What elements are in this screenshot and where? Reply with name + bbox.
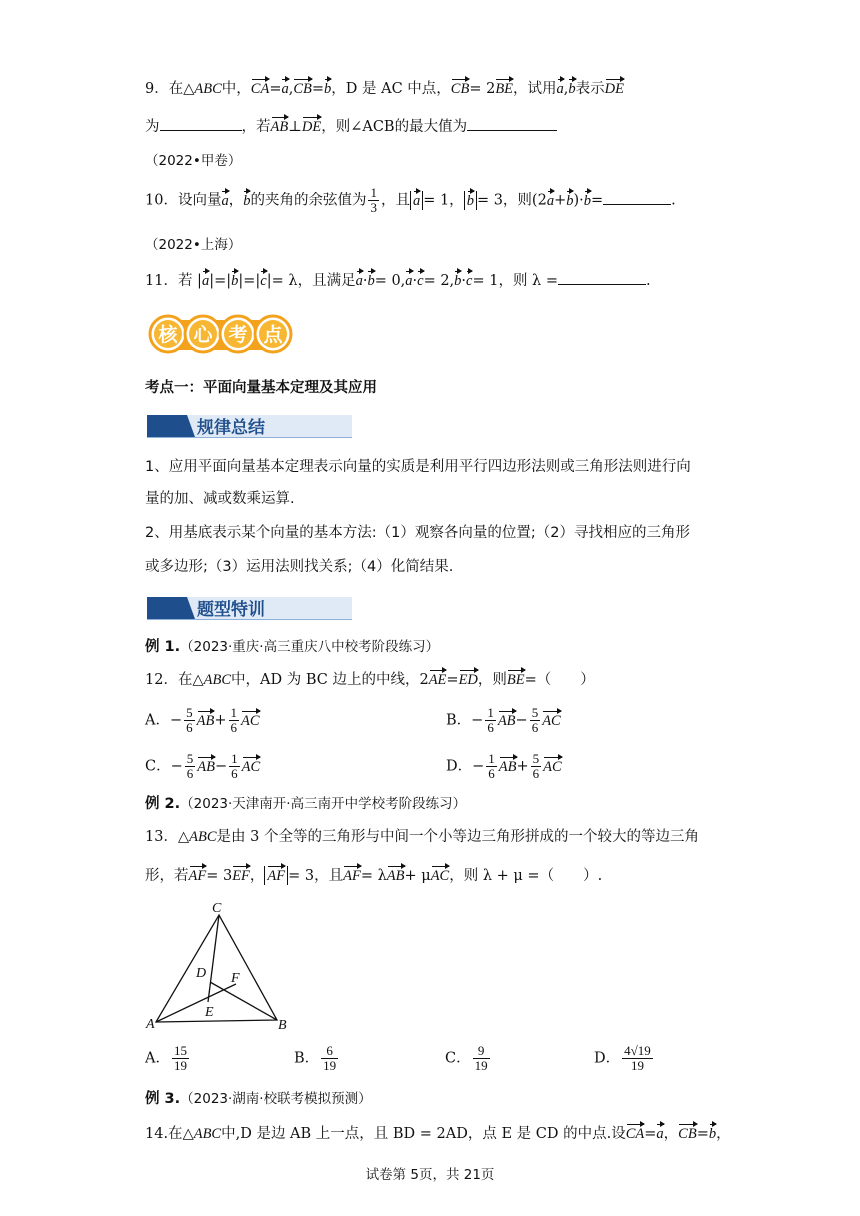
triangle-figure bbox=[140, 898, 300, 1036]
label-f: F bbox=[231, 971, 240, 986]
rule-text: 1、应用平面向量基本定理表示向量的实质是利用平行四边形法则或三角形法则进行向 bbox=[145, 459, 691, 475]
option-a[interactable]: A． $\frac{15}{19}$ bbox=[145, 1043, 187, 1073]
question-11: 11．若 |a|=|b|=|c|= λ，且满足a·b= 0,a·c= 2,b·c= 1，则 λ = . bbox=[145, 270, 820, 292]
example-2-header: 例 2.（2023·天津南开·高三南开中学校考阶段练习） bbox=[145, 796, 467, 812]
ribbon-title: 题型特训 bbox=[197, 600, 265, 620]
source-tag: （2022•甲卷） bbox=[145, 153, 242, 169]
question-14: 14.在△ABC中,D 是边 AB 上一点，且 BD = 2AD，点 E 是 CD 的中点.设CA=a，CB=b， bbox=[145, 1126, 731, 1142]
answer-blank[interactable] bbox=[603, 190, 671, 205]
summary-ribbon bbox=[147, 413, 352, 439]
example-1-header: 例 1.（2023·重庆·高三重庆八中校考阶段练习） bbox=[145, 639, 440, 655]
option-b[interactable]: B．− $\frac{1}{6}$ AB− $\frac{5}{6}$ AC bbox=[446, 705, 561, 735]
label-b: B bbox=[278, 1018, 287, 1033]
answer-blank[interactable] bbox=[558, 270, 646, 285]
banner-char: 核 bbox=[158, 324, 178, 346]
label-d: D bbox=[196, 966, 207, 981]
example-3-header: 例 3.（2023·湖南·校联考模拟预测） bbox=[145, 1091, 372, 1107]
label-e: E bbox=[205, 1005, 214, 1020]
rule-text: 量的加、减或数乘运算. bbox=[145, 491, 295, 507]
segment-ce bbox=[208, 915, 219, 1002]
option-d[interactable]: D． $\frac{4√19}{19}$ bbox=[594, 1043, 651, 1073]
option-c[interactable]: C．− $\frac{5}{6}$ AB− $\frac{1}{6}$ AC bbox=[145, 751, 261, 781]
option-a[interactable]: A．− $\frac{5}{6}$ AB+ $\frac{1}{6}$ AC bbox=[145, 705, 260, 735]
question-9-line-1: 9．在△ABC中，CA=a,CB=b，D 是 AC 中点，CB= 2BE，试用a,b表示DE bbox=[145, 81, 624, 97]
rule-text: 或多边形;（3）运用法则找关系;（4）化简结果. bbox=[145, 559, 454, 575]
practice-ribbon bbox=[147, 595, 352, 621]
source-tag: （2022•上海） bbox=[145, 237, 242, 253]
option-d[interactable]: D．− $\frac{1}{6}$ AB+ $\frac{5}{6}$ AC bbox=[446, 751, 562, 781]
section-heading: 考点一：平面向量基本定理及其应用 bbox=[145, 380, 377, 396]
ribbon-title: 规律总结 bbox=[197, 418, 265, 438]
label-c: C bbox=[212, 901, 222, 916]
fraction: $\frac{1}{3}$ bbox=[370, 185, 377, 215]
page-footer: 试卷第 5页，共 21页 bbox=[365, 1167, 495, 1183]
option-c[interactable]: C． $\frac{9}{19}$ bbox=[445, 1043, 488, 1073]
label-a: A bbox=[146, 1017, 155, 1032]
banner-char: 点 bbox=[263, 324, 283, 346]
banner-char: 考 bbox=[228, 324, 248, 346]
question-10: 10．设向量a，b的夹角的余弦值为 $\frac{1}{3}$ ，且 a = 1， b = 3，则(2a+b)·b= . bbox=[145, 185, 676, 215]
rule-text: 2、用基底表示某个向量的基本方法:（1）观察各向量的位置;（2）寻找相应的三角形 bbox=[145, 525, 690, 541]
question-12: 12．在△ABC中，AD 为 BC 边上的中线，2AE=ED，则BE=（ ） bbox=[145, 672, 595, 688]
answer-blank[interactable] bbox=[160, 116, 242, 131]
question-9-line-2: 为 ，若AB⊥DE，则∠ACB的最大值为 bbox=[145, 116, 820, 138]
question-13-line-1: 13．△ABC是由 3 个全等的三角形与中间一个小等边三角形拼成的一个较大的等边三角 bbox=[145, 829, 699, 845]
answer-blank[interactable] bbox=[467, 116, 557, 131]
question-13-line-2: 形，若AF= 3EF， AF = 3，且AF= λAB+ μAC，则 λ + μ =（ ）. bbox=[145, 868, 603, 884]
option-b[interactable]: B． $\frac{6}{19}$ bbox=[294, 1043, 337, 1073]
core-topic-banner bbox=[147, 313, 293, 355]
banner-char: 心 bbox=[193, 324, 213, 346]
